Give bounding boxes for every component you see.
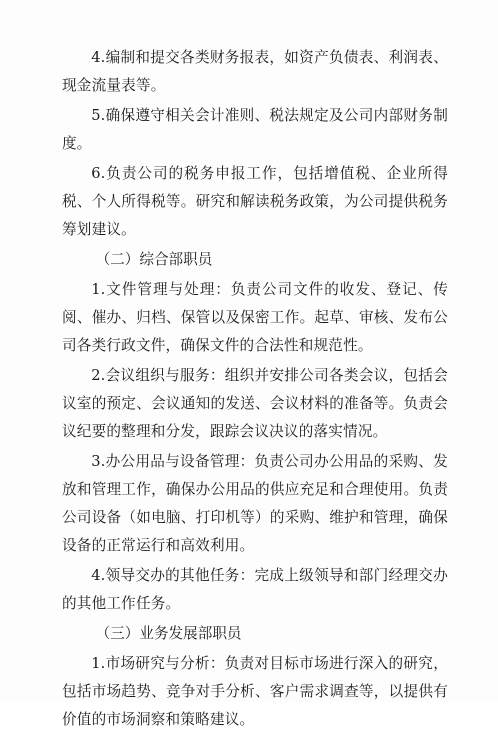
paragraph-document-management: 1.文件管理与处理：负责公司文件的收发、登记、传阅、催办、归档、保管以及保密工作。起草、审核、发布公司各类行政文件，确保文件的合法性和规范性。: [62, 281, 448, 354]
paragraph-item-4-financial-statements: 4.编制和提交各类财务报表，如资产负债表、利润表、现金流量表等。: [62, 49, 448, 94]
paragraph-item-5-compliance: 5.确保遵守相关会计准则、税法规定及公司内部财务制度。: [62, 107, 448, 152]
section-heading-general-affairs: （二）综合部职员: [95, 251, 213, 268]
document-body: [62, 44, 448, 736]
paragraph-other-tasks: 4.领导交办的其他任务：完成上级领导和部门经理交办的其他工作任务。: [62, 567, 448, 612]
paragraph-item-6-tax-filing: 6.负责公司的税务申报工作，包括增值税、企业所得税、个人所得税等。研究和解读税务政策，为公司提供税务筹划建议。: [62, 165, 448, 238]
paragraph-office-supplies: 3.办公用品与设备管理：负责公司办公用品的采购、发放和管理工作，确保办公用品的供应充足和合理使用。负责公司设备（如电脑、打印机等）的采购、维护和管理，确保设备的正常运行和高效利用。: [62, 453, 448, 554]
paragraph-meeting-organization: 2.会议组织与服务：组织并安排公司各类会议，包括会议室的预定、会议通知的发送、会议材料的准备等。负责会议纪要的整理和分发，跟踪会议决议的落实情况。: [62, 367, 448, 440]
section-heading-business-development: （三）业务发展部职员: [95, 625, 242, 642]
paragraph-market-research: 1.市场研究与分析：负责对目标市场进行深入的研究，包括市场趋势、竞争对手分析、客户需求调查等，以提供有价值的市场洞察和策略建议。: [62, 655, 448, 728]
